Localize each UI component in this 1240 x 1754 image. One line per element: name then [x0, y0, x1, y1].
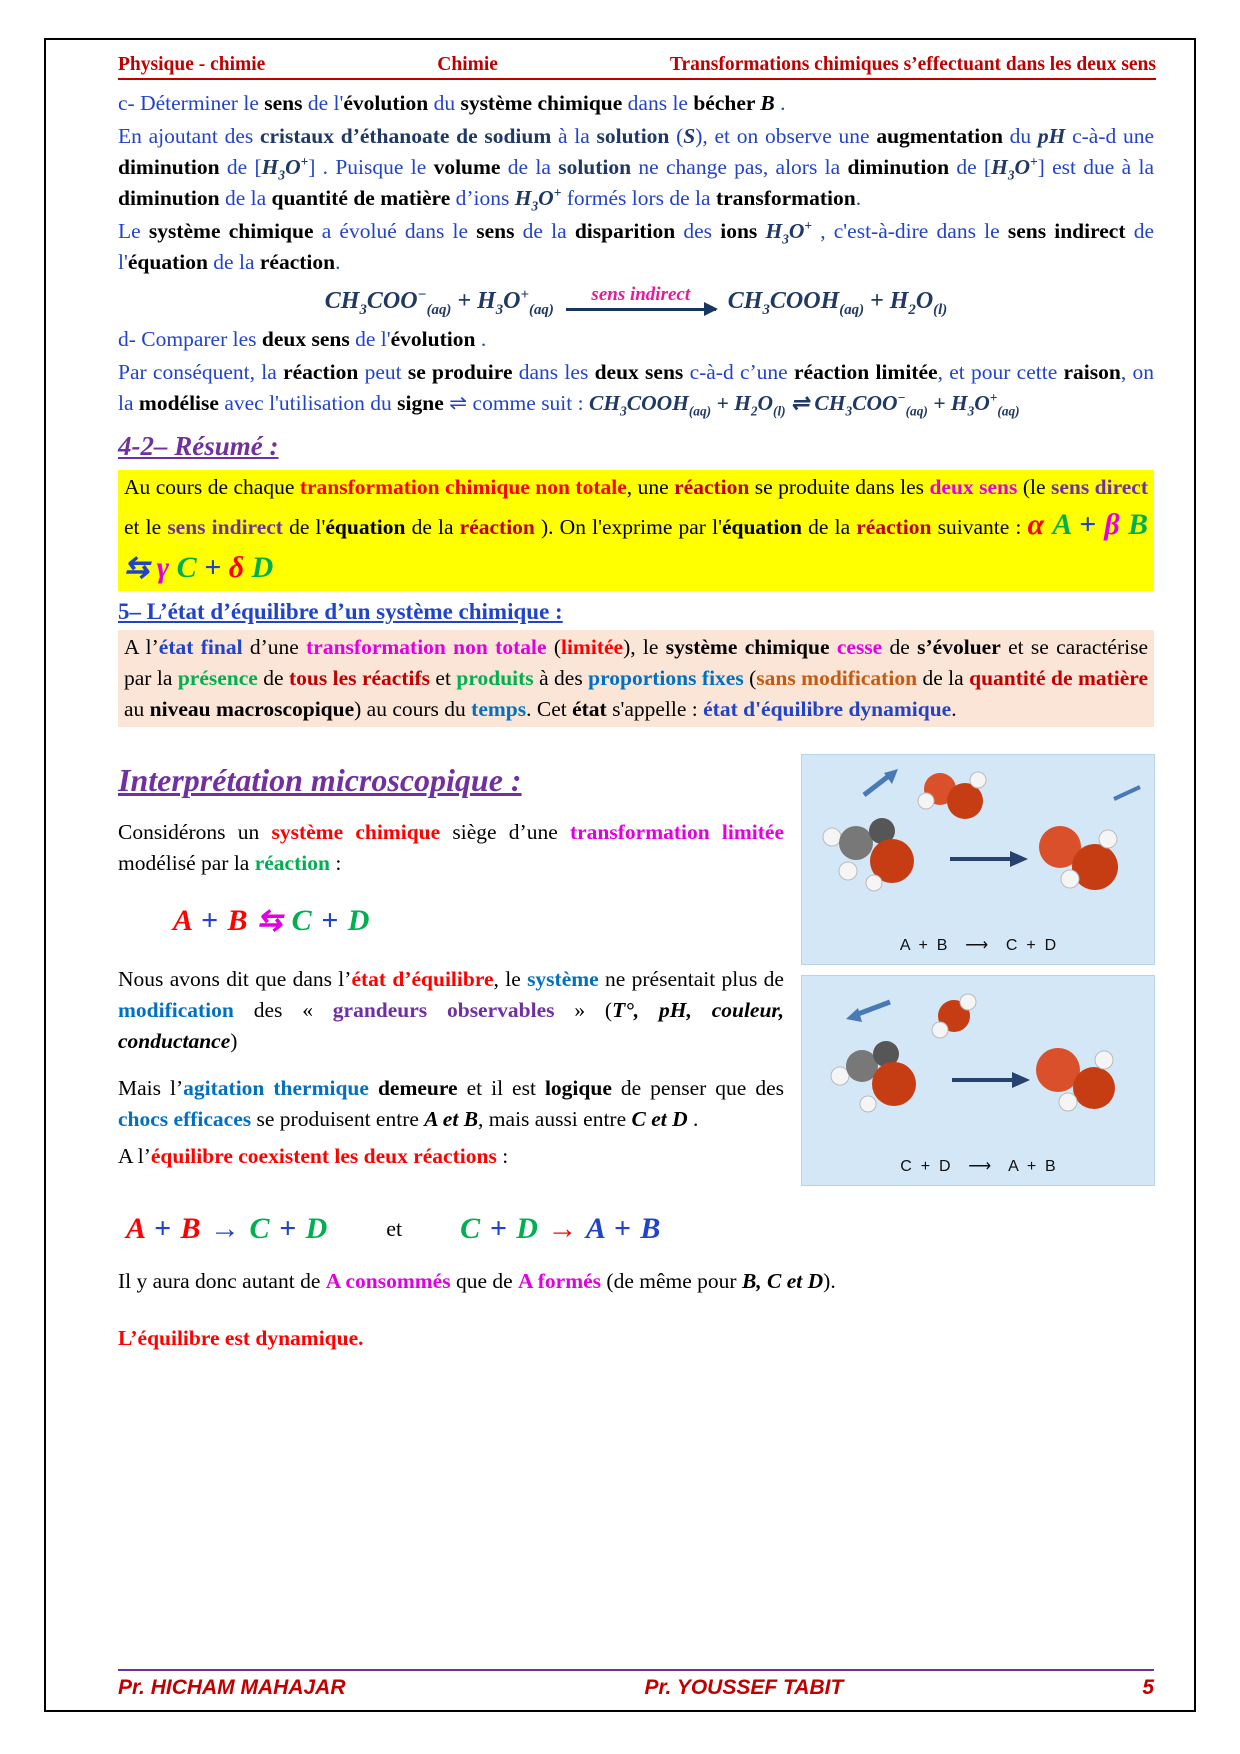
- right-arrow-icon: [566, 308, 716, 311]
- paragraph-systeme-evolue: Le système chimique a évolué dans le sens de la disparition des ions $H_3O^+$ , c'est-à-dire dans le sens indirect de l'équation de la réaction.: [118, 217, 1154, 274]
- heading-resume: 4-2– Résumé :: [118, 431, 279, 462]
- paragraph-comparer: d- Comparer les deux sens de l'évolution .: [118, 327, 487, 352]
- labeled-arrow: [566, 285, 716, 318]
- paragraph-nous-avons: Nous avons dit que dans l’état d’équilibre, le système ne présentait plus de modification des « grandeurs observables » (T°, pH, couleur, conductance): [118, 967, 784, 1054]
- diagram-panel-forward: [802, 755, 1154, 964]
- page-header: [118, 54, 1156, 80]
- paragraph-equilibre-coexistent: A l’équilibre coexistent les deux réactions :: [118, 1144, 509, 1169]
- etat-final-highlight-box: A l’état final d’une transformation non totale (limitée), le système chimique cesse de s’évoluer et se caractérise par la présence de tous les réactifs et produits à des proportions fixes (sans modification de la quantité de matière au niveau macroscopique) au cours du temps. Cet état s'appelle : état d'équilibre dynamique.: [118, 630, 1154, 727]
- equations-pair-row: [126, 1207, 1154, 1250]
- heading-interpretation: Interprétation microscopique :: [118, 762, 522, 799]
- equation-right-side: $CH_3COOH_{(aq)} + H_2O_{(l)}$: [727, 287, 948, 318]
- paragraph-il-y-aura: Il y aura donc autant de A consommés que de A formés (de même pour B, C et D).: [118, 1269, 836, 1294]
- page-footer: [118, 1669, 1154, 1700]
- paragraph-determiner-sens: c- Déterminer le sens de l'évolution du système chimique dans le bécher B .: [118, 91, 786, 115]
- reaction-diagram-bottom: [802, 976, 1154, 1144]
- document-page: [44, 38, 1196, 1712]
- footer-author-left: Pr. HICHAM MAHAJAR: [118, 1676, 346, 1699]
- header-chapter: Chimie: [437, 54, 498, 75]
- paragraph-par-consequent: Par conséquent, la réaction peut se produire dans les deux sens c-à-d c’une réaction limitée, et pour cette raison, on la modélise avec l'utilisation du signe ⇌ comme suit : $CH_3COOH_{(aq)} + H_2O_{(l)}$ ⇌ $CH_3COO^-_{(aq)} + H_3O^+_{(aq)}$: [118, 360, 1154, 419]
- interpretation-text-column: [118, 755, 784, 1185]
- interpretation-section: [118, 755, 1154, 1185]
- header-subject: Physique - chimie: [118, 54, 266, 75]
- arrow-label: sens indirect: [591, 283, 691, 305]
- reaction-diagram-top: [802, 755, 1154, 923]
- equation-sens-indirect: [118, 284, 1154, 319]
- diagram-top-label: A + B ⟶ C + D: [899, 937, 1057, 955]
- equation-left-side: $CH_3COO^-_{(aq)} + H_3O^+_{(aq)}$: [324, 286, 554, 318]
- paragraph-en-ajoutant: En ajoutant des cristaux d’éthanoate de sodium à la solution (S), et on observe une augmentation du pH c-à-d une diminution de $[H_3O^+]$ . Puisque le volume de la solution ne change pas, alors la diminution de $[H_3O^+]$ est due à la diminution de la quantité de matière d’ions $H_3O^+$ formés lors de la transformation.: [118, 123, 1155, 214]
- diagram-panel-reverse: [802, 976, 1154, 1185]
- molecular-diagram-figure: [802, 755, 1154, 1185]
- paragraph-agitation: Mais l’agitation thermique demeure et il est logique de penser que des chocs efficaces se produisent entre A et B, mais aussi entre C et D .: [118, 1076, 785, 1132]
- heading-etat-equilibre: 5– L’état d’équilibre d’un système chimique :: [118, 599, 563, 625]
- footer-page-number: 5: [1142, 1676, 1154, 1699]
- et-label: et: [386, 1216, 403, 1242]
- resume-highlight-box: Au cours de chaque transformation chimique non totale, une réaction se produite dans les deux sens (le sens direct et le sens indirect de l'équation de la réaction ). On l'exprime par l'équation de la réaction suivante : α A + β B ⇆ γ C + δ D: [118, 470, 1154, 591]
- page-content: [118, 88, 1154, 1354]
- paragraph-considerons: Considérons un système chimique siège d’une transformation limitée modélisé par la réaction :: [118, 820, 785, 876]
- footer-author-center: Pr. YOUSSEF TABIT: [644, 1676, 844, 1699]
- equation-reverse: C + D → A + B: [460, 1212, 662, 1246]
- header-title: Transformations chimiques s’effectuant dans les deux sens: [669, 54, 1156, 75]
- equation-equilibrium: A + B ⇆ C + D: [173, 904, 371, 938]
- paragraph-equilibre-dynamique: L’équilibre est dynamique.: [118, 1326, 364, 1351]
- diagram-bottom-label: C + D ⟶ A + B: [900, 1158, 1056, 1176]
- equation-forward: A + B → C + D: [126, 1212, 329, 1246]
